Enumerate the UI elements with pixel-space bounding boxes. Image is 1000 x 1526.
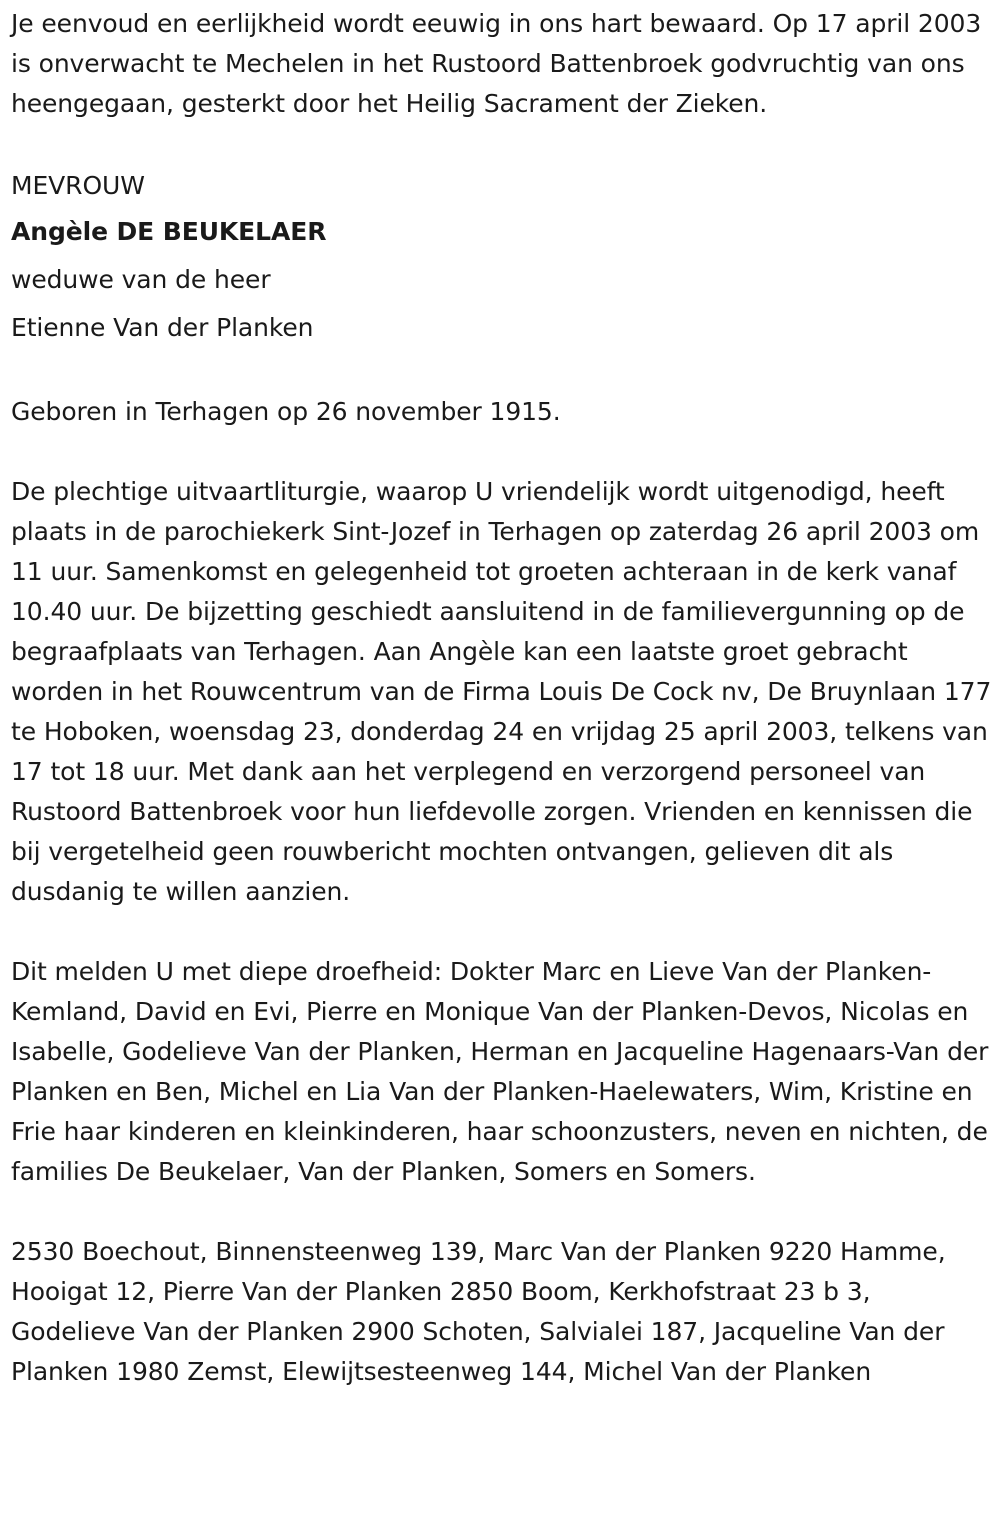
deceased-block bbox=[11, 164, 996, 352]
obituary-document bbox=[11, 4, 996, 1392]
addresses-paragraph: 2530 Boechout, Binnensteenweg 139, Marc Van der Planken 9220 Hamme, Hooigat 12, Pierre Van der Planken 2850 Boom, Kerkhofstraat 23 b 3, Godelieve Van der Planken 2900 Schoten, Salvialei 187, Jacqueline Van der Planken 1980 Zemst, Elewijtsesteenweg 144, Michel Van der Planken bbox=[11, 1237, 946, 1386]
birth-paragraph: Geboren in Terhagen op 26 november 1915. bbox=[11, 397, 561, 426]
deceased-relation: weduwe van de heer bbox=[11, 265, 271, 294]
family-paragraph: Dit melden U met diepe droefheid: Dokter Marc en Lieve Van der Planken-Kemland, David en Evi, Pierre en Monique Van der Planken-Devos, Nicolas en Isabelle, Godelieve Van der Planken, Herman en Jacqueline Hagenaars-Van der Planken en Ben, Michel en Lia Van der Planken-Haelewaters, Wim, Kristine en Frie haar kinderen en kleinkinderen, haar schoonzusters, neven en nichten, de families De Beukelaer, Van der Planken, Somers en Somers. bbox=[11, 957, 989, 1186]
deceased-spouse: Etienne Van der Planken bbox=[11, 313, 314, 342]
funeral-paragraph: De plechtige uitvaartliturgie, waarop U vriendelijk wordt uitgenodigd, heeft plaats in de parochiekerk Sint-Jozef in Terhagen op zaterdag 26 april 2003 om 11 uur. Samenkomst en gelegenheid tot groeten achteraan in de kerk vanaf 10.40 uur. De bijzetting geschiedt aansluitend in de familievergunning op de begraafplaats van Terhagen. Aan Angèle kan een laatste groet gebracht worden in het Rouwcentrum van de Firma Louis De Cock nv, De Bruynlaan 177 te Hoboken, woensdag 23, donderdag 24 en vrijdag 25 april 2003, telkens van 17 tot 18 uur. Met dank aan het verplegend en verzorgend personeel van Rustoord Battenbroek voor hun liefdevolle zorgen. Vrienden en kennissen die bij vergetelheid geen rouwbericht mochten ontvangen, gelieven dit als dusdanig te willen aanzien. bbox=[11, 477, 992, 906]
deceased-title: MEVROUW bbox=[11, 171, 145, 200]
intro-paragraph: Je eenvoud en eerlijkheid wordt eeuwig in ons hart bewaard. Op 17 april 2003 is onverwacht te Mechelen in het Rustoord Battenbroek godvruchtig van ons heengegaan, gesterkt door het Heilig Sacrament der Zieken. bbox=[11, 9, 982, 118]
deceased-name: Angèle DE BEUKELAER bbox=[11, 217, 327, 246]
